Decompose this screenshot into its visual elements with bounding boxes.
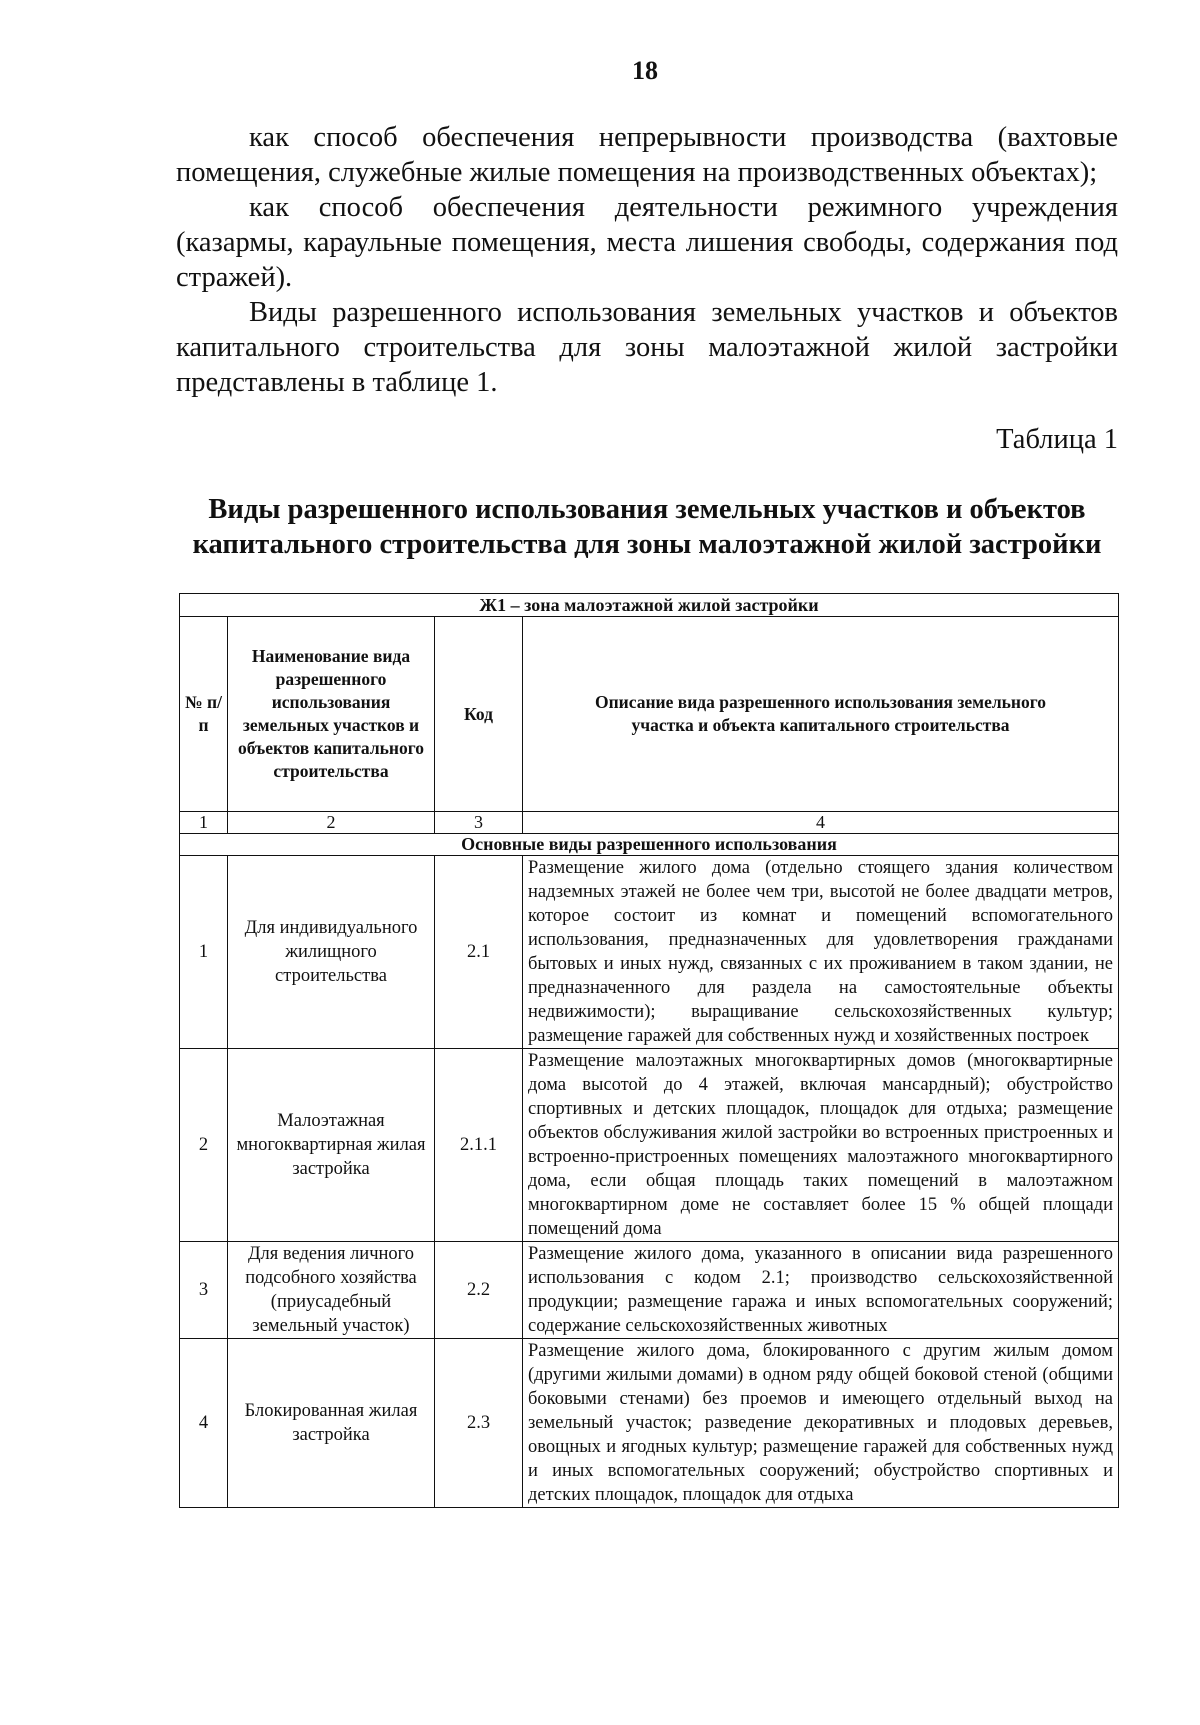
column-number-row bbox=[180, 812, 1119, 834]
zone-header-row bbox=[180, 594, 1119, 617]
paragraph: как способ обеспечения деятельности режимного учреждения (казармы, караульные помещения, места лишения свободы, содержания под стражей). bbox=[176, 192, 1118, 293]
row-code: 2.1 bbox=[435, 856, 523, 1049]
table-row bbox=[180, 1242, 1119, 1339]
header-description: Описание вида разрешенного использования земельного участка и объекта капитального строительства bbox=[523, 617, 1119, 812]
table-label: Таблица 1 bbox=[996, 424, 1118, 455]
section-header: Основные виды разрешенного использования bbox=[180, 834, 1119, 856]
paragraph: Виды разрешенного использования земельных участков и объектов капитального строительства для зоны малоэтажной жилой застройки представлены в таблице 1. bbox=[176, 297, 1118, 398]
land-use-table bbox=[179, 593, 1119, 1508]
body-text bbox=[176, 120, 1118, 400]
column-number: 4 bbox=[523, 812, 1119, 834]
table-row bbox=[180, 1339, 1119, 1508]
section-row bbox=[180, 834, 1119, 856]
row-number: 3 bbox=[180, 1242, 228, 1339]
header-code: Код bbox=[435, 617, 523, 812]
row-code: 2.2 bbox=[435, 1242, 523, 1339]
row-description: Размещение жилого дома, блокированного с другим жилым домом (другими жилыми домами) в одном ряду общей боковой стеной (общими боковыми стенами) без проемов и имеющего отдельный выход на земельный участок; разведение декоративных и плодовых деревьев, овощных и ягодных культур; размещение гаражей для собственных нужд и иных вспомогательных сооружений; обустройство спортивных и детских площадок, площадок для отдыха bbox=[523, 1339, 1119, 1508]
row-code: 2.3 bbox=[435, 1339, 523, 1508]
column-number: 2 bbox=[228, 812, 435, 834]
header-number: № п/п bbox=[180, 617, 228, 812]
row-description: Размещение жилого дома, указанного в описании вида разрешенного использования с кодом 2.1; производство сельскохозяйственной продукции; размещение гаража и иных вспомогательных сооружений; содержание сельскохозяйственных животных bbox=[523, 1242, 1119, 1339]
page-number: 18 bbox=[632, 56, 658, 85]
table-title: Виды разрешенного использования земельных участков и объектов капитального строительства для зоны малоэтажной жилой застройки bbox=[192, 494, 1102, 560]
row-description: Размещение жилого дома (отдельно стоящего здания количеством надземных этажей не более чем три, высотой не более двадцати метров, которое состоит из комнат и помещений вспомогательного использования, предназначенных для удовлетворения гражданами бытовых и иных нужд, связанных с их проживанием в таком здании, не предназначенного для раздела на самостоятельные объекты недвижимости); выращивание сельскохозяйственных культур; размещение гаражей для собственных нужд и хозяйственных построек bbox=[523, 856, 1119, 1049]
row-number: 1 bbox=[180, 856, 228, 1049]
row-code: 2.1.1 bbox=[435, 1049, 523, 1242]
row-name: Для ведения личного подсобного хозяйства (приусадебный земельный участок) bbox=[228, 1242, 435, 1339]
paragraph: как способ обеспечения непрерывности производства (вахтовые помещения, служебные жилые помещения на производственных объектах); bbox=[176, 122, 1118, 188]
column-number: 3 bbox=[435, 812, 523, 834]
row-name: Малоэтажная многоквартирная жилая застройка bbox=[228, 1049, 435, 1242]
header-name: Наименование вида разрешенного использования земельных участков и объектов капитального строительства bbox=[228, 617, 435, 812]
table-row bbox=[180, 1049, 1119, 1242]
table-row bbox=[180, 856, 1119, 1049]
zone-header: Ж1 – зона малоэтажной жилой застройки bbox=[180, 594, 1119, 617]
row-name: Блокированная жилая застройка bbox=[228, 1339, 435, 1508]
row-number: 2 bbox=[180, 1049, 228, 1242]
row-name: Для индивидуального жилищного строительства bbox=[228, 856, 435, 1049]
header-row bbox=[180, 617, 1119, 812]
row-number: 4 bbox=[180, 1339, 228, 1508]
row-description: Размещение малоэтажных многоквартирных домов (многоквартирные дома высотой до 4 этажей, включая мансардный); обустройство спортивных и детских площадок, площадок для отдыха; размещение объектов обслуживания жилой застройки во встроенных пристроенных и встроенно-пристроенных помещениях малоэтажного многоквартирного дома, если общая площадь таких помещений в малоэтажном многоквартирном доме не составляет более 15 % общей площади помещений дома bbox=[523, 1049, 1119, 1242]
column-number: 1 bbox=[180, 812, 228, 834]
